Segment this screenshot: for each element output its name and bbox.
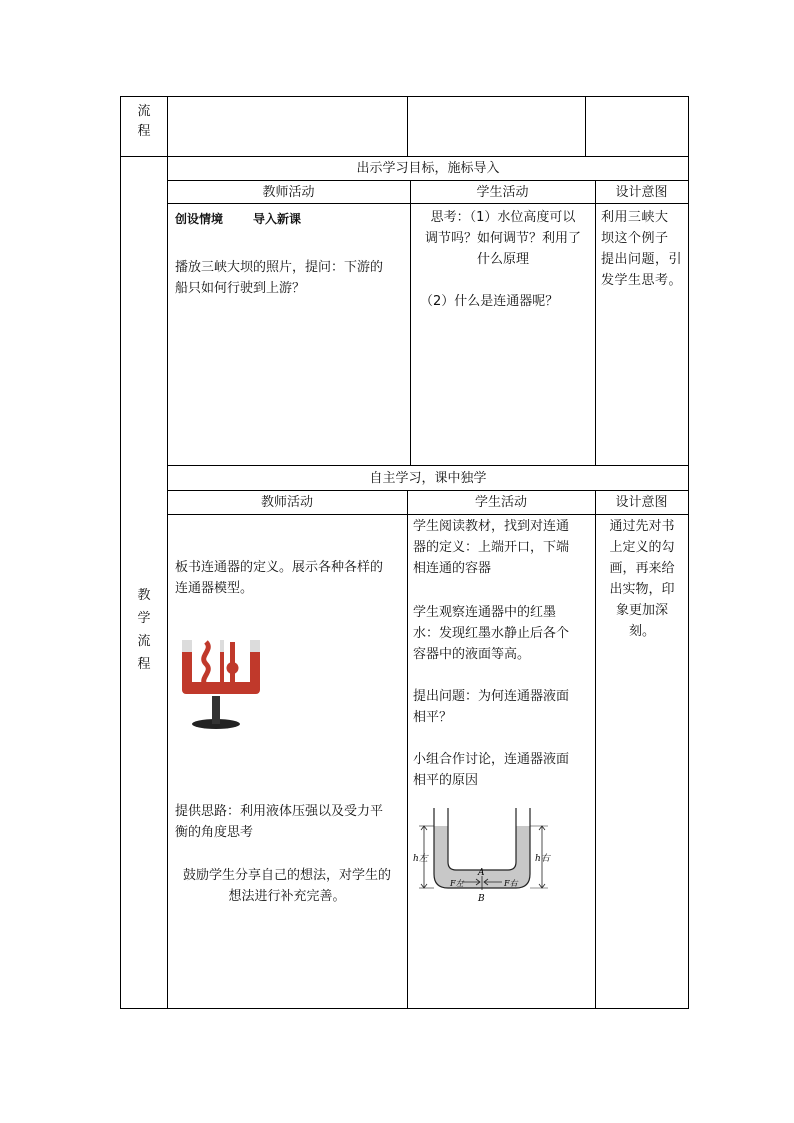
label-F-left: F左 — [450, 879, 464, 888]
top-row-divider-1 — [407, 96, 408, 156]
label-F-right: F右 — [504, 879, 518, 888]
s1-title-bottom — [167, 180, 689, 181]
s2-student-p3: 提出问题：为何连通器液面 相平？ — [413, 689, 570, 725]
s2-teacher-p1: 板书连通器的定义。展示各种各样的 连通器模型。 — [175, 560, 384, 596]
s1-design-text: 利用三峡大 坝这个例子 提出问题，引 发学生思考。 — [601, 210, 683, 288]
s1-header-student: 学生活动 — [476, 185, 529, 200]
label-h-left: h左 — [413, 854, 428, 864]
s2-teacher-p2: 提供思路：利用液体压强以及受力平 衡的角度思考 — [175, 804, 384, 840]
s1-student-text: 思考：（1）水位高度可以 调节吗？如何调节？利用了 什么原理 — [424, 210, 581, 267]
label-h-right: h右 — [535, 854, 550, 864]
side-label: 教 学 流 程 — [137, 588, 151, 672]
s1-col-divider-2 — [595, 180, 596, 465]
u-tube-diagram — [412, 806, 562, 906]
s1-header-design: 设计意图 — [615, 185, 668, 200]
s2-title-bottom — [167, 490, 689, 491]
s2-student-p2: 学生观察连通器中的红墨 水：发现红墨水静止后各个 容器中的液面等高。 — [413, 605, 570, 662]
s1-header-bottom — [167, 203, 689, 204]
s1-student-q2: （2）什么是连通器呢？ — [420, 294, 559, 309]
s1-col-divider-1 — [410, 180, 411, 465]
table-border-top — [120, 96, 689, 97]
s1-teacher-heading: 创设情境 导入新课 — [175, 212, 302, 226]
s1-bottom — [167, 465, 689, 466]
top-row-bottom — [120, 156, 689, 157]
connector-model-image — [176, 636, 266, 732]
s2-header-bottom — [167, 514, 689, 515]
s2-title: 自主学习，课中独学 — [369, 471, 487, 486]
s2-teacher-p3: 鼓励学生分享自己的想法，对学生的 想法进行补充完善。 — [182, 868, 391, 904]
top-row-label: 流 程 — [137, 104, 151, 139]
s2-student-p4: 小组合作讨论，连通器液面 相平的原因 — [413, 752, 570, 788]
s1-title: 出示学习目标，施标导入 — [356, 161, 500, 176]
s2-design-text: 通过先对书 上定义的勾 画，再来给 出实物，印 象更加深 刻。 — [609, 519, 675, 639]
s2-header-student: 学生活动 — [474, 495, 527, 510]
s1-teacher-text: 播放三峡大坝的照片，提问：下游的 船只如何行驶到上游？ — [175, 260, 384, 296]
top-row-divider-2 — [585, 96, 586, 156]
label-B: B — [478, 894, 485, 904]
side-column-divider — [167, 96, 168, 1009]
table-border-right — [688, 96, 689, 1009]
s2-student-p1: 学生阅读教材，找到对连通 器的定义：上端开口，下端 相连通的容器 — [413, 519, 570, 576]
s2-header-teacher: 教师活动 — [260, 495, 313, 510]
table-border-bottom — [120, 1008, 689, 1009]
table-border-left — [120, 96, 121, 1009]
s2-col-divider-1 — [407, 490, 408, 1008]
label-A: A — [478, 868, 485, 878]
s2-header-design: 设计意图 — [615, 495, 668, 510]
s2-col-divider-2 — [595, 490, 596, 1008]
s1-header-teacher: 教师活动 — [262, 185, 315, 200]
